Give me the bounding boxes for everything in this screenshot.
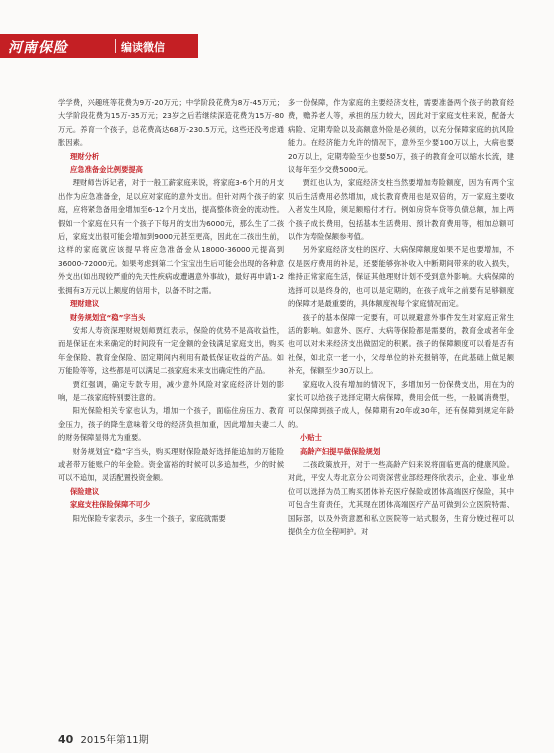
page-footer	[58, 731, 149, 746]
body-paragraph: 贾红强调，确定专款专用，减少意外风险对家庭经济计划的影响，是二孩家庭特别要注意的。	[58, 379, 284, 402]
header-divider	[115, 39, 116, 53]
section-title: 编读微信	[121, 41, 165, 54]
body-paragraph: 多一份保障，作为家庭的主要经济支柱，需要准备两个孩子的教育经费，赡养老人等，承担的压力较大，因此对于家庭支柱来说，配备大病险、定期寿险以及高额意外险是必须的，以充分保障家庭的抗风险能力。在经济能力允许的情况下，意外至少要100万以上，大病也要20万以上，定期寿险至少也要50万，孩子的教育金可以缩水长流，建议每年至少交费5000元。	[288, 98, 514, 175]
section-heading: 理财分析	[70, 151, 100, 161]
section-heading: 保险建议	[70, 486, 100, 496]
body-paragraph: 财务规划宜“稳”字当头，购买理财保险最好选择能追加的万能险或者带万能账户的年金险。资金富裕的时候可以多追加些，少的时候可以不追加，灵活配置投资金额。	[58, 446, 284, 483]
left-column	[58, 96, 284, 525]
body-paragraph: 学学费，兴趣班等花费为9万-20万元；中学阶段花费为8万-45万元；大学阶段花费为15万-35万元；23岁之后若继续深造花费为15万-80万元。养育一个孩子，总花费高达68万-230.5万元，这些还没考虑通胀因素。	[58, 98, 284, 148]
section-heading: 理财建议	[70, 299, 100, 309]
body-paragraph: 安邦人寿资深理财规划师贾红表示，保险的优势不是高收益性，而是保证在未来确定的时间段有一定金额的金钱满足家庭支出，购买年金保险、教育金保险、固定期间内利用有最低保证收益的产品。如万能险等等，这些都是可以满足二孩家庭未来支出确定性的产品。	[58, 325, 284, 376]
section-heading: 高龄产妇提早做保险规划	[300, 446, 381, 456]
body-paragraph: 另外家庭经济支柱的医疗、大病保障额度如果不足也要增加，不仅是医疗费用的补足，还要能够弥补收入中断期间带来的收入损失，维持正常家庭生活，保证其他理财计划不受到意外影响。大病保障的选择可以是终身的，也可以是定期的，在孩子成年之前要有足够额度的保障才是最重要的，具体额度视每个家庭情况而定。	[288, 245, 514, 309]
right-column	[288, 96, 514, 538]
issue-label: 2015年第11期	[80, 735, 149, 746]
section-heading: 家庭支柱保险保障不可少	[70, 500, 151, 510]
body-paragraph: 家庭收入没有增加的情况下，多增加另一份保费支出，用在为的家长可以给孩子选择定期大病保障，费用会低一些，一般属消费型，可以保障到孩子成人，保障期有20年或30年，还有保障到规定年龄的。	[288, 379, 514, 429]
section-heading: 财务规划宜“稳”字当头	[70, 312, 146, 322]
body-paragraph: 二孩政策放开，对于一些高龄产妇来说将面临更高的健康风险。对此，平安人寿北京分公司资深营业部经理佟欣表示，企业、事业单位可以选择为员工购买团体补充医疗保险或团体高端医疗保险，其中可包含生育责任，尤其现在团体高端医疗产品可做到公立医院特需、国际部，以及外资意愿和私立医院等一站式服务，生育分娩过程可以提供全方位全程呵护。对	[288, 459, 514, 536]
body-paragraph: 阳光保险相关专家也认为，增加一个孩子，面临住房压力、教育金压力，孩子的降生意味着父母的经济负担加重，因此增加夫妻二人的财务保障显得尤为重要。	[58, 406, 284, 443]
body-paragraph: 贾红也认为，家庭经济支柱当然要增加寿险额度，因为有两个宝贝后生活费用必然增加，成长教育费用也是双倍的，万一家庭主要收入者发生风险，须足额赔付才行。例如房贷车贷等负债总额，加上两个孩子成长费用，包括基本生活费用、预计教育费用等，相加总额可以作为寿险保额参考值。	[288, 178, 514, 242]
page-number: 40	[58, 733, 74, 746]
body-paragraph: 阳光保险专家表示，多生一个孩子，家庭就需要	[72, 513, 226, 523]
body-paragraph: 理财师告诉记者，对于一般工薪家庭来说，将家庭3-6个月的月支出作为应急准备金，足以应对家庭的意外支出。但针对两个孩子的家庭，应将紧急备用金增加至6-12个月支出，提高整体资金的流动性。假如一个家庭在只有一个孩子下每月的支出为6000元，那么生了二孩后，家庭支出很可能会增加到9000元甚至更高，因此在二孩出生前，这样的家庭就应该提早将应急准备金从18000-36000元提高到36000-72000元。如果考虑到第二个宝宝出生后可能会出现的各种意外支出(如出现较严重的先天性疾病或遭遇意外事故)，最好再申请1-2张拥有3万元以上额度的信用卡，以备不时之需。	[58, 178, 284, 295]
column-header	[0, 34, 198, 58]
section-heading: 小贴士	[300, 433, 322, 443]
section-heading: 应急准备金比例要提高	[70, 165, 143, 175]
magazine-brand: 河南保险	[8, 40, 68, 56]
body-paragraph: 孩子的基本保障一定要有，可以规避意外事件发生对家庭正常生活的影响。如意外、医疗、大病等保险都是需要的，教育金或者年金也可以对未来经济支出做固定的积累。孩子的保障额度可以看是否有社保，如北京一老一小，父母单位的补充报销等，在此基础上做足额补充，保额至少30万以上。	[288, 312, 514, 376]
